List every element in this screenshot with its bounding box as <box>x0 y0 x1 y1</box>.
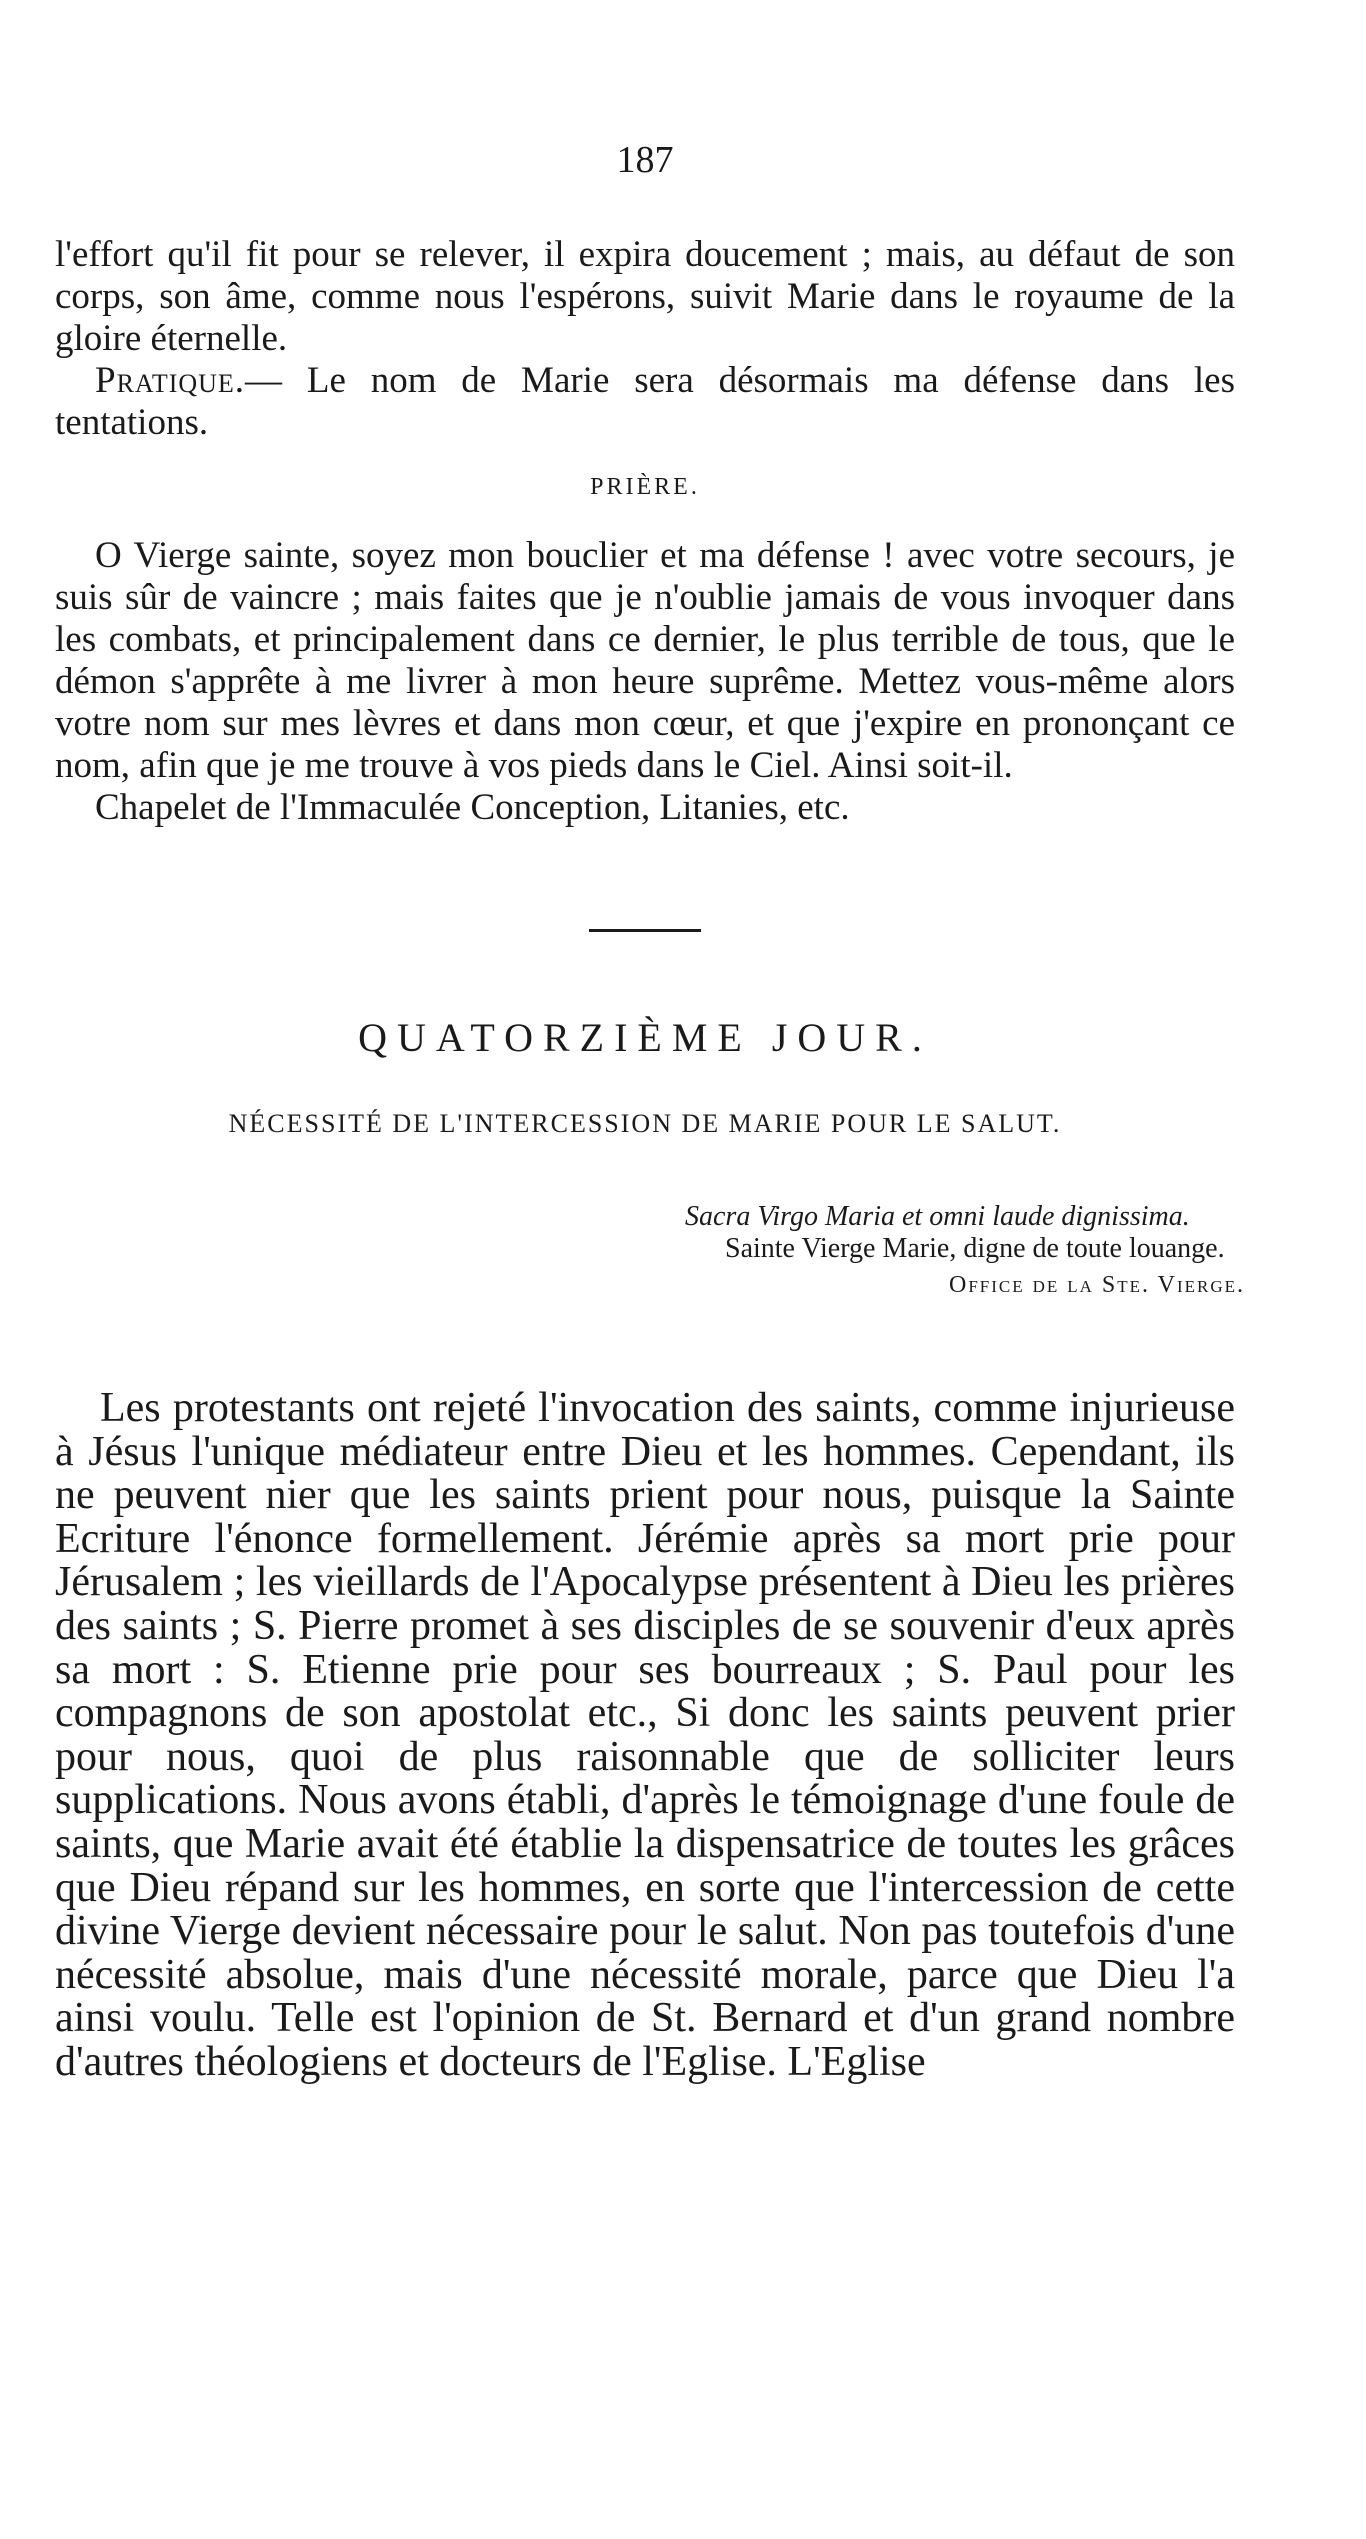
page-number: 187 <box>616 139 674 181</box>
chapter-body <box>55 1387 1235 2085</box>
epigraph <box>685 1201 1245 1301</box>
pratique-label: Pratique. <box>95 360 246 401</box>
section-divider <box>589 929 701 932</box>
top-paragraph: l'effort qu'il fit pour se relever, il expira doucement ; mais, au défaut de son corps, son âme, comme nous l'espérons, suivit Marie dans le royaume de la gloire éternelle. <box>55 234 1235 359</box>
epigraph-source: Office de la Ste. Vierge. <box>948 1272 1245 1298</box>
pratique-paragraph <box>55 360 1235 444</box>
previous-day-ending <box>55 234 1235 829</box>
epigraph-french: Sainte Vierge Marie, digne de toute louange. <box>725 1233 1225 1264</box>
chapter-subtitle: NÉCESSITÉ DE L'INTERCESSION DE MARIE POUR LE SALUT. <box>228 1109 1062 1138</box>
prayer-text: O Vierge sainte, soyez mon bouclier et ma défense ! avec votre secours, je suis sûr de vaincre ; mais faites que je n'oublie jamais de vous invoquer dans les combats, et principalement dans ce dernier, le plus terrible de tous, que le démon s'apprête à me livrer à mon heure suprême. Mettez vous-même alors votre nom sur mes lèvres et dans mon cœur, et que j'expire en prononçant ce nom, afin que je me trouve à vos pieds dans le Ciel. Ainsi soit-il. <box>55 535 1235 786</box>
day-title: QUATORZIÈME JOUR. <box>358 1015 932 1060</box>
pratique-text: — Le nom de Marie sera désormais ma défense dans les tentations. <box>55 360 1235 443</box>
epigraph-latin: Sacra Virgo Maria et omni laude dignissima. <box>685 1201 1190 1232</box>
body-paragraph: Les protestants ont rejeté l'invocation des saints, comme injurieuse à Jésus l'unique médiateur entre Dieu et les hommes. Cependant, ils ne peuvent nier que les saints prient pour nous, puisque la Sainte Ecriture l'énonce formellement. Jérémie après sa mort prie pour Jérusalem ; les vieillards de l'Apocalypse présentent à Dieu les prières des saints ; S. Pierre promet à ses disciples de se souvenir d'eux après sa mort : S. Etienne prie pour ses bourreaux ; S. Paul pour les compagnons de son apostolat etc., Si donc les saints peuvent prier pour nous, quoi de plus raisonnable que de solliciter leurs supplications. Nous avons établi, d'après le témoignage d'une foule de saints, que Marie avait été établie la dispensatrice de toutes les grâces que Dieu répand sur les hommes, en sorte que l'intercession de cette divine Vierge devient nécessaire pour le salut. Non pas toutefois d'une nécessité absolue, mais d'une nécessité morale, parce que Dieu l'a ainsi voulu. Telle est l'opinion de St. Bernard et d'un grand nombre d'autres théologiens et docteurs de l'Eglise. L'Eglise <box>55 1385 1235 2085</box>
prayer-closing: Chapelet de l'Immaculée Conception, Litanies, etc. <box>95 787 850 828</box>
prayer-title: PRIÈRE. <box>590 474 700 500</box>
